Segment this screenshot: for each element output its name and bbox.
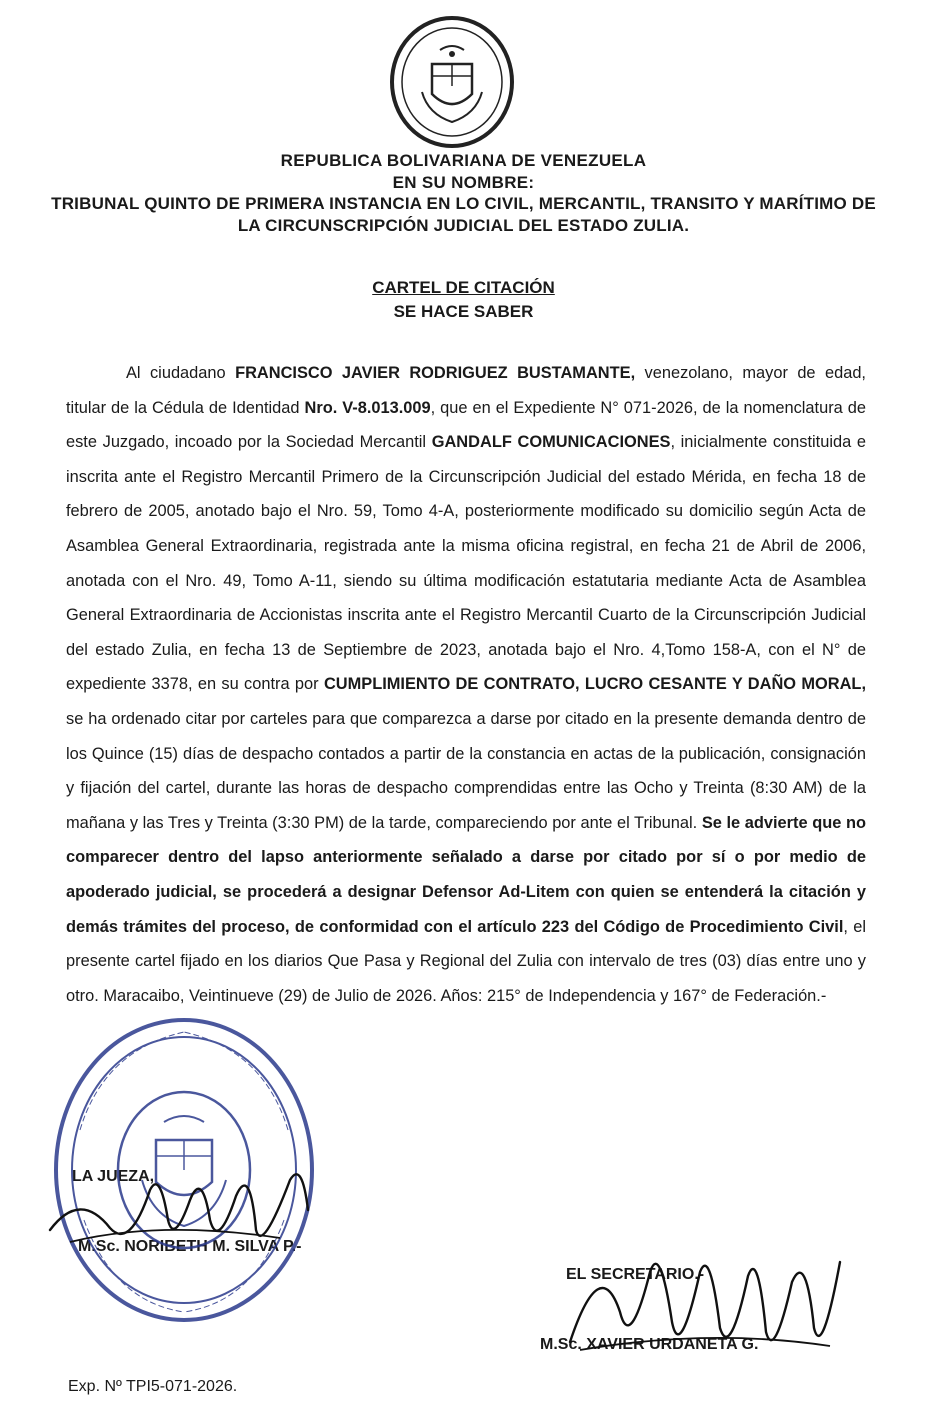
body-text-5: se ha ordenado citar por carteles para que comparezca a darse por citado en la presente demanda dentro de los Quince (15) días de despacho contados a partir de la constancia en actas de la publicación, consignación y fijación del cartel, durante las horas de despacho comprendidas entre las Ocho y Treinta (8:30 AM) de la mañana y las Tres y Treinta (3:30 PM) de la tarde, compareciendo por ante el Tribunal. <box>66 709 866 832</box>
body-text-3: , que en el Expediente N° 071-2026, de la nomenclatura de este Juzgado, incoado por la Sociedad Mercantil <box>66 398 866 452</box>
expediente-number: Exp. Nº TPI5-071-2026. <box>68 1378 238 1395</box>
secretary-name: M.Sc. XAVIER URDANETA G. <box>540 1336 759 1353</box>
in-name-heading: EN SU NOMBRE: <box>392 173 535 192</box>
document-subtitle: SE HACE SABER <box>393 302 534 321</box>
id-number: Nro. V-8.013.009 <box>304 398 431 417</box>
court-heading: TRIBUNAL QUINTO DE PRIMERA INSTANCIA EN LO CIVIL, MERCANTIL, TRANSITO Y MARÍTIMO DE LA CIRCUNSCRIPCIÓN JUDICIAL DEL ESTADO ZULIA. <box>51 194 876 235</box>
document-title-block <box>0 276 927 324</box>
claim-description: CUMPLIMIENTO DE CONTRATO, LUCRO CESANTE Y DAÑO MORAL, <box>323 675 867 694</box>
body-text-4: , inicialmente constituida e inscrita ante el Registro Mercantil Primero de la Circunscripción Judicial del estado Mérida, en fecha 18 de febrero de 2005, anotado bajo el Nro. 59, Tomo 4-A, posteriormente modificado su domicilio según Acta de Asamblea General Extraordinaria, registrada ante la misma oficina registral, en fecha 21 de Abril de 2006, anotada con el Nro. 49, Tomo A-11, siendo su última modificación estatutaria mediante Acta de Asamblea General Extraordinaria de Accionistas inscrita ante el Registro Mercantil Cuarto de la Circunscripción Judicial del estado Zulia, en fecha 13 de Septiembre de 2023, anotada bajo el Nro. 4,Tomo 158-A, con el N° de expediente 3378, en su contra por <box>66 433 866 694</box>
legal-warning: Se le advierte que no comparecer dentro del lapso anteriormente señalado a darse por citado por sí o por medio de apoderado judicial, se procederá a designar Defensor Ad-Litem con quien se entenderá la citación y demás trámites del proceso, de conformidad con el artículo 223 del Código de Procedimiento Civil <box>66 813 866 936</box>
body-text-2: venezolano, mayor de edad, titular de la Cédula de Identidad <box>66 364 866 417</box>
body-text-1: Al ciudadano <box>126 364 236 382</box>
secretary-title: EL SECRETARIO.- <box>566 1266 705 1283</box>
citation-paragraph <box>66 356 866 1013</box>
judge-title: LA JUEZA, <box>72 1168 155 1185</box>
judge-name: M.Sc. NORIBETH M. SILVA P.- <box>78 1238 302 1255</box>
body-text-6: , el presente cartel fijado en los diarios Que Pasa y Regional del Zulia con intervalo de tres (03) días entre uno y otro. Maracaibo, Veintinueve (29) de Julio de 2026. Años: 215° de Independencia y 167° de Federación.- <box>66 917 866 1005</box>
citation-body <box>66 356 866 1013</box>
document-header <box>0 150 927 237</box>
court-seal-emblem <box>388 14 516 150</box>
country-heading: REPUBLICA BOLIVARIANA DE VENEZUELA <box>280 151 647 170</box>
plaintiff-company: GANDALF COMUNICACIONES <box>431 433 671 452</box>
defendant-name: FRANCISCO JAVIER RODRIGUEZ BUSTAMANTE, <box>235 364 636 382</box>
document-title: CARTEL DE CITACIÓN <box>372 278 555 297</box>
